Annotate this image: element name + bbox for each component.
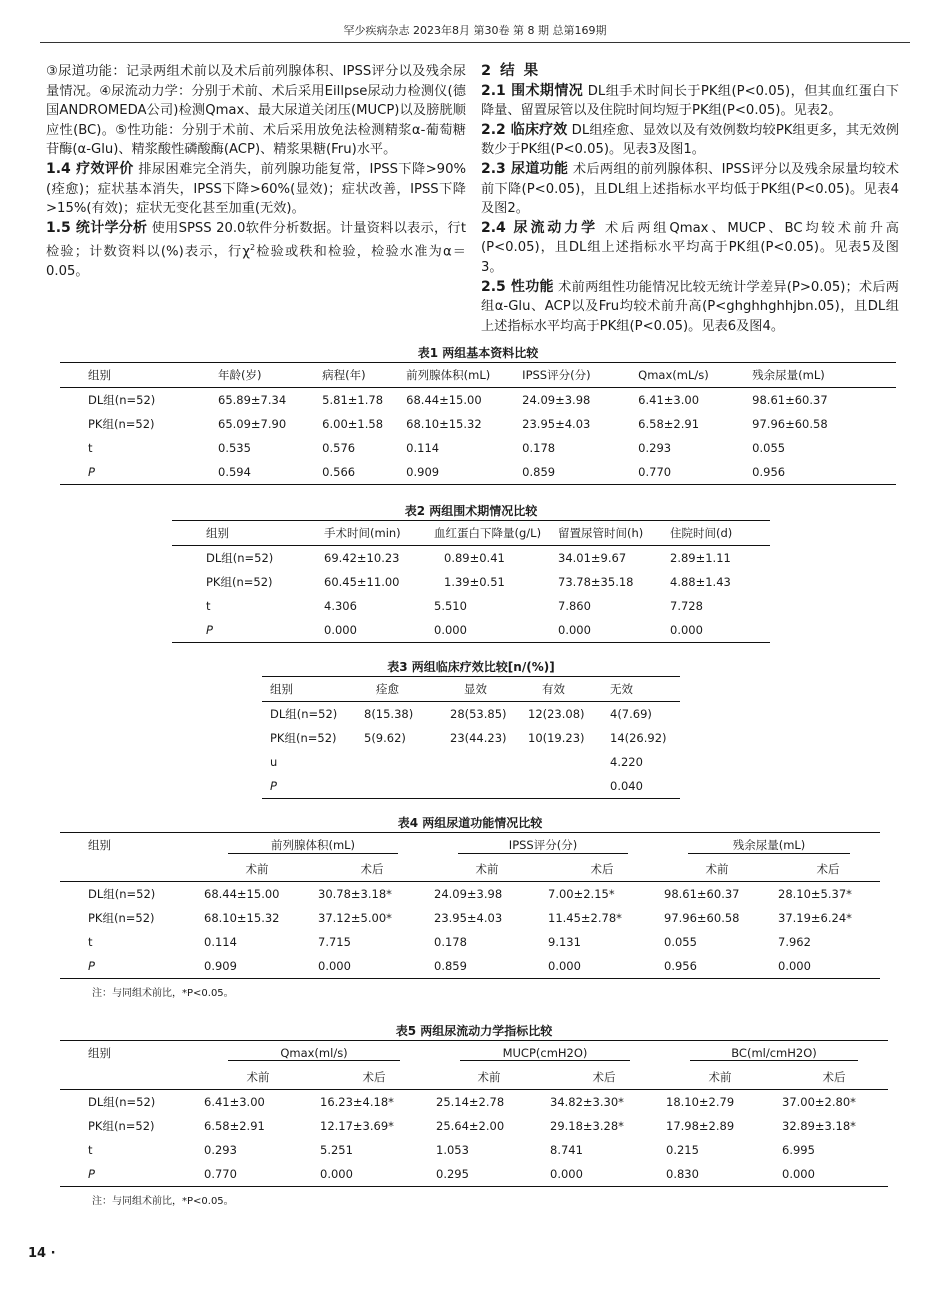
table-cell: 25.64±2.00 bbox=[436, 1119, 505, 1133]
table-cell: 65.09±7.90 bbox=[218, 417, 287, 431]
table-1-block bbox=[60, 344, 896, 485]
table-cell: 7.728 bbox=[670, 599, 703, 613]
table-cell: PK组(n=52) bbox=[88, 911, 155, 925]
table-cell: 97.96±60.58 bbox=[752, 417, 828, 431]
table-cell: 0.535 bbox=[218, 441, 251, 455]
col-header: 前列腺体积(mL) bbox=[402, 363, 518, 388]
table-cell: 0.178 bbox=[522, 441, 556, 455]
table-cell: 68.10±15.32 bbox=[406, 417, 482, 431]
table-cell bbox=[354, 750, 442, 774]
table-cell: 30.78±3.18* bbox=[318, 887, 392, 901]
table-row bbox=[60, 906, 880, 930]
table-cell: P bbox=[60, 460, 172, 485]
table-cell: 10(19.23) bbox=[528, 731, 585, 745]
table-row bbox=[60, 1162, 888, 1187]
table-cell: 73.78±35.18 bbox=[558, 575, 634, 589]
table-4-note: 注：与同组术前比，*P<0.05。 bbox=[92, 988, 234, 999]
methods-paragraph: ③尿道功能：记录两组术前以及术后前列腺体积、IPSS评分以及残余尿量情况。④尿流动力学：分别于术前、术后采用Eillpse尿动力检测仪(德国ANDROMEDA公司)检测Qmax、最大尿道关闭压(MUCP)以及膀胱顺应性(BC)。⑤性功能：分别于术前、术后采用放免法检测精浆α-葡萄糖苷酶(α-Glu)、精浆酸性磷酸酶(ACP)、精浆果糖(Fru)水平。 bbox=[46, 64, 466, 158]
table-cell: 12.17±3.69* bbox=[320, 1119, 394, 1133]
group-header bbox=[660, 1041, 888, 1066]
table-row bbox=[60, 388, 896, 413]
col-header: 手术时间(min) bbox=[320, 521, 430, 546]
table-cell: 0.830 bbox=[660, 1162, 776, 1187]
table-4 bbox=[60, 832, 880, 979]
table-5 bbox=[60, 1040, 888, 1187]
table-cell: 98.61±60.37 bbox=[752, 393, 828, 407]
table-cell: 6.58±2.91 bbox=[204, 1119, 265, 1133]
section-2-5 bbox=[481, 278, 899, 337]
table-1-caption: 表1 两组基本资料比较 bbox=[417, 346, 539, 360]
table-header-row bbox=[60, 363, 896, 388]
group-header-label: 前列腺体积(mL) bbox=[228, 837, 398, 854]
heading-1-5: 1.5 统计学分析 bbox=[46, 219, 148, 236]
table-cell: 32.89±3.18* bbox=[782, 1119, 856, 1133]
table-cell: 1.39±0.51 bbox=[444, 575, 505, 589]
col-header: 术前 bbox=[428, 857, 542, 882]
table-cell: t bbox=[206, 599, 211, 613]
table-cell: 6.41±3.00 bbox=[204, 1095, 265, 1109]
text-1-5a: 使用SPSS 20.0软件分析数据。计量资料以表示，行t检验；计数资料以(%)表示，行χ bbox=[46, 220, 466, 260]
table-cell: 0.909 bbox=[402, 460, 518, 485]
table-cell: 2.89±1.11 bbox=[670, 551, 731, 565]
table-2-caption: 表2 两组围术期情况比较 bbox=[404, 504, 538, 518]
col-header: 术前 bbox=[658, 857, 772, 882]
section-2-4 bbox=[481, 219, 899, 278]
col-header: 术后 bbox=[776, 1065, 888, 1090]
table-cell bbox=[524, 774, 606, 799]
section-2-3 bbox=[481, 160, 899, 219]
table-cell bbox=[524, 750, 606, 774]
table-cell: 97.96±60.58 bbox=[664, 911, 740, 925]
group-header bbox=[198, 1041, 430, 1066]
table-row bbox=[172, 594, 770, 618]
section-2-2 bbox=[481, 121, 899, 160]
col-header: 术后 bbox=[542, 857, 658, 882]
col-header: 病程(年) bbox=[286, 363, 402, 388]
table-cell: PK组(n=52) bbox=[88, 417, 155, 431]
table-cell: 14(26.92) bbox=[610, 731, 667, 745]
table-cell: 0.293 bbox=[638, 441, 672, 455]
table-header-row bbox=[262, 677, 680, 702]
table-cell: 8.741 bbox=[550, 1143, 583, 1157]
table-3-caption: 表3 两组临床疗效比较[n/(%)] bbox=[387, 660, 555, 674]
table-row bbox=[262, 726, 680, 750]
table-cell: 68.44±15.00 bbox=[204, 887, 280, 901]
table-cell: 7.962 bbox=[778, 935, 811, 949]
col-header: 组别 bbox=[60, 363, 172, 388]
heading-2-5: 2.5 性功能 bbox=[481, 278, 554, 295]
table-cell: 37.12±5.00* bbox=[318, 911, 392, 925]
table-cell: 0.956 bbox=[748, 460, 896, 485]
table-cell: 28(53.85) bbox=[450, 707, 507, 721]
table-4-block bbox=[60, 814, 880, 999]
table-cell: t bbox=[88, 1143, 93, 1157]
col-header: 痊愈 bbox=[354, 677, 442, 702]
table-group-header-row bbox=[60, 833, 880, 858]
table-cell: 0.000 bbox=[542, 954, 658, 979]
table-cell: 34.82±3.30* bbox=[550, 1095, 624, 1109]
table-cell bbox=[442, 750, 524, 774]
table-cell: 6.41±3.00 bbox=[638, 393, 700, 407]
table-cell: DL组(n=52) bbox=[88, 393, 156, 407]
table-cell: 5.510 bbox=[434, 599, 467, 613]
col-header: 年龄(岁) bbox=[172, 363, 286, 388]
col-header: 术后 bbox=[314, 1065, 430, 1090]
table-cell: 18.10±2.79 bbox=[666, 1095, 735, 1109]
table-cell: 69.42±10.23 bbox=[324, 551, 400, 565]
group-header-label: Qmax(ml/s) bbox=[228, 1046, 400, 1061]
col-header: 组别 bbox=[60, 1041, 198, 1066]
journal-header: 罕少疾病杂志 2023年8月 第30卷 第 8 期 总第169期 bbox=[40, 22, 910, 43]
table-cell: 5.81±1.78 bbox=[322, 393, 384, 407]
heading-2-3: 2.3 尿道功能 bbox=[481, 160, 569, 177]
col-header: 术后 bbox=[772, 857, 880, 882]
table-row bbox=[60, 954, 880, 979]
section-1-5 bbox=[46, 219, 466, 282]
col-header: 术前 bbox=[660, 1065, 776, 1090]
table-cell bbox=[354, 774, 442, 799]
table-cell: 29.18±3.28* bbox=[550, 1119, 624, 1133]
table-cell: 23.95±4.03 bbox=[522, 417, 591, 431]
table-row bbox=[262, 702, 680, 727]
table-cell: 98.61±60.37 bbox=[664, 887, 740, 901]
text-2-1: DL组手术时间长于PK组(P<0.05)，但其血红蛋白下降量、留置尿管以及住院时间均短于PK组(P<0.05)。见表2。 bbox=[481, 83, 899, 119]
table-cell: DL组(n=52) bbox=[88, 1095, 156, 1109]
table-cell: 0.89±0.41 bbox=[444, 551, 505, 565]
table-cell: 37.19±6.24* bbox=[778, 911, 852, 925]
table-cell: 0.293 bbox=[204, 1143, 237, 1157]
group-header bbox=[430, 1041, 660, 1066]
table-cell: 12(23.08) bbox=[528, 707, 585, 721]
table-cell: 7.00±2.15* bbox=[548, 887, 615, 901]
table-header-row bbox=[172, 521, 770, 546]
table-2 bbox=[172, 520, 770, 643]
table-cell: 0.295 bbox=[430, 1162, 544, 1187]
table-cell: PK组(n=52) bbox=[270, 731, 337, 745]
table-cell: 23(44.23) bbox=[450, 731, 507, 745]
table-cell: 0.770 bbox=[634, 460, 748, 485]
group-header-label: MUCP(cmH2O) bbox=[460, 1046, 630, 1061]
table-row bbox=[60, 1090, 888, 1115]
table-cell: P bbox=[60, 954, 198, 979]
col-header: 无效 bbox=[606, 677, 680, 702]
table-cell: 9.131 bbox=[548, 935, 581, 949]
table-cell: DL组(n=52) bbox=[270, 707, 338, 721]
table-cell: 5.251 bbox=[320, 1143, 353, 1157]
table-cell: 34.01±9.67 bbox=[558, 551, 627, 565]
table-cell: 0.000 bbox=[430, 618, 554, 643]
table-cell: 7.715 bbox=[318, 935, 351, 949]
heading-2-2: 2.2 临床疗效 bbox=[481, 121, 568, 138]
table-cell: P bbox=[262, 774, 354, 799]
table-cell: 37.00±2.80* bbox=[782, 1095, 856, 1109]
table-cell: 25.14±2.78 bbox=[436, 1095, 505, 1109]
table-3 bbox=[262, 676, 680, 799]
heading-2-1: 2.1 围术期情况 bbox=[481, 82, 584, 99]
table-5-block bbox=[60, 1022, 888, 1207]
table-cell: t bbox=[88, 441, 93, 455]
table-cell: 5(9.62) bbox=[364, 731, 406, 745]
col-header: 术前 bbox=[430, 1065, 544, 1090]
group-header-label: IPSS评分(分) bbox=[458, 837, 628, 854]
text-2-5: 术前两组性功能情况比较无统计学差异(P>0.05)；术后两组α-Glu、ACP以及Fru均较术前升高(P<ghghhghhjbn.05)，且DL组上述指标水平均高于PK组(P<0.05)。见表6及图4。 bbox=[481, 279, 899, 334]
table-cell: 0.770 bbox=[198, 1162, 314, 1187]
text-2-3: 术后两组的前列腺体积、IPSS评分以及残余尿量均较术前下降(P<0.05)，且DL组上述指标水平均低于PK组(P<0.05)。见表4及图2。 bbox=[481, 161, 899, 217]
table-row bbox=[172, 546, 770, 571]
superscript-2: 2 bbox=[249, 243, 256, 253]
col-header: 住院时间(d) bbox=[666, 521, 770, 546]
table-cell: 7.860 bbox=[558, 599, 591, 613]
col-header: 术后 bbox=[312, 857, 428, 882]
col-header: 术后 bbox=[544, 1065, 660, 1090]
table-2-block bbox=[172, 502, 770, 643]
table-cell: 0.566 bbox=[286, 460, 402, 485]
table-row bbox=[172, 618, 770, 643]
table-row bbox=[262, 750, 680, 774]
col-header: 有效 bbox=[524, 677, 606, 702]
table-cell: 65.89±7.34 bbox=[218, 393, 287, 407]
table-cell: 60.45±11.00 bbox=[324, 575, 400, 589]
table-cell: 28.10±5.37* bbox=[778, 887, 852, 901]
table-cell: 6.00±1.58 bbox=[322, 417, 384, 431]
table-4-caption: 表4 两组尿道功能情况比较 bbox=[397, 816, 543, 830]
table-cell: 0.000 bbox=[314, 1162, 430, 1187]
table-row bbox=[60, 436, 896, 460]
col-header: 残余尿量(mL) bbox=[748, 363, 896, 388]
text-2-2: DL组痊愈、显效以及有效例数均较PK组更多，其无效例数少于PK组(P<0.05)。见表3及图1。 bbox=[481, 122, 899, 158]
table-cell: 0.000 bbox=[554, 618, 666, 643]
table-row bbox=[262, 774, 680, 799]
table-cell: 0.859 bbox=[428, 954, 542, 979]
col-header bbox=[60, 1065, 198, 1090]
heading-1-4: 1.4 疗效评价 bbox=[46, 160, 134, 177]
col-header: 术前 bbox=[198, 857, 312, 882]
table-cell: 4.220 bbox=[610, 755, 643, 769]
col-header: 组别 bbox=[60, 833, 198, 858]
col-header: 组别 bbox=[262, 677, 354, 702]
table-row bbox=[60, 882, 880, 907]
table-subheader-row bbox=[60, 857, 880, 882]
text-1-5b: 检验或秩和检验，检验水准为α＝0.05。 bbox=[46, 244, 466, 280]
group-header bbox=[428, 833, 658, 858]
table-cell: P bbox=[172, 618, 320, 643]
col-header: 组别 bbox=[172, 521, 320, 546]
table-cell: 0.114 bbox=[406, 441, 440, 455]
table-cell: 0.909 bbox=[198, 954, 312, 979]
table-row bbox=[60, 460, 896, 485]
table-cell: 68.44±15.00 bbox=[406, 393, 482, 407]
table-group-header-row bbox=[60, 1041, 888, 1066]
table-cell: 0.000 bbox=[776, 1162, 888, 1187]
table-cell: 68.10±15.32 bbox=[204, 911, 280, 925]
col-header: 留置尿管时间(h) bbox=[554, 521, 666, 546]
table-row bbox=[60, 1138, 888, 1162]
table-cell: t bbox=[88, 935, 93, 949]
table-cell: 0.178 bbox=[434, 935, 467, 949]
table-cell: 0.055 bbox=[664, 935, 697, 949]
text-1-4: 排尿困难完全消失，前列腺功能复常，IPSS下降>90%(痊愈)；症状基本消失，IPSS下降>60%(显效)；症状改善，IPSS下降>15%(有效)；症状无变化甚至加重(无效)。 bbox=[46, 161, 466, 217]
table-cell: 4.306 bbox=[324, 599, 357, 613]
table-1 bbox=[60, 362, 896, 485]
table-cell: PK组(n=52) bbox=[206, 575, 273, 589]
right-column bbox=[481, 62, 899, 336]
table-cell: P bbox=[60, 1162, 198, 1187]
table-cell: 24.09±3.98 bbox=[434, 887, 503, 901]
table-cell: DL组(n=52) bbox=[206, 551, 274, 565]
table-cell: 4.88±1.43 bbox=[670, 575, 731, 589]
table-cell: 0.576 bbox=[322, 441, 356, 455]
table-cell: DL组(n=52) bbox=[88, 887, 156, 901]
table-row bbox=[172, 570, 770, 594]
table-cell: 0.000 bbox=[312, 954, 428, 979]
left-column bbox=[46, 62, 466, 282]
table-cell: 0.000 bbox=[666, 618, 770, 643]
group-header-label: BC(ml/cmH2O) bbox=[690, 1046, 858, 1061]
table-cell: 17.98±2.89 bbox=[666, 1119, 735, 1133]
col-header: 显效 bbox=[442, 677, 524, 702]
table-cell: 0.114 bbox=[204, 935, 237, 949]
heading-results: 2 结 果 bbox=[481, 63, 541, 79]
table-5-note: 注：与同组术前比，*P<0.05。 bbox=[92, 1196, 234, 1207]
table-cell: 4(7.69) bbox=[610, 707, 652, 721]
section-1-4 bbox=[46, 160, 466, 219]
table-subheader-row bbox=[60, 1065, 888, 1090]
table-cell: 0.000 bbox=[772, 954, 880, 979]
group-header-label: 残余尿量(mL) bbox=[688, 837, 850, 854]
table-cell: 0.000 bbox=[320, 618, 430, 643]
table-cell: 0.000 bbox=[544, 1162, 660, 1187]
table-5-caption: 表5 两组尿流动力学指标比较 bbox=[395, 1024, 553, 1038]
table-cell: 6.995 bbox=[782, 1143, 815, 1157]
table-cell: 11.45±2.78* bbox=[548, 911, 622, 925]
table-3-block bbox=[262, 658, 680, 799]
group-header bbox=[198, 833, 428, 858]
col-header: Qmax(mL/s) bbox=[634, 363, 748, 388]
col-header bbox=[60, 857, 198, 882]
table-cell: 16.23±4.18* bbox=[320, 1095, 394, 1109]
table-cell: 0.594 bbox=[172, 460, 286, 485]
table-cell: 24.09±3.98 bbox=[522, 393, 591, 407]
table-cell: 0.956 bbox=[658, 954, 772, 979]
section-2-1 bbox=[481, 82, 899, 121]
table-row bbox=[60, 1114, 888, 1138]
table-cell bbox=[442, 774, 524, 799]
table-row bbox=[60, 930, 880, 954]
page-number: 14 · bbox=[28, 1246, 56, 1261]
table-cell: 1.053 bbox=[436, 1143, 469, 1157]
col-header: 血红蛋白下降量(g/L) bbox=[430, 521, 554, 546]
table-cell: 8(15.38) bbox=[364, 707, 414, 721]
heading-2-4: 2.4 尿流动力学 bbox=[481, 219, 598, 236]
col-header: IPSS评分(分) bbox=[518, 363, 634, 388]
table-cell: 0.859 bbox=[518, 460, 634, 485]
table-cell: u bbox=[270, 755, 278, 769]
table-cell: 0.055 bbox=[752, 441, 786, 455]
table-cell: 6.58±2.91 bbox=[638, 417, 700, 431]
table-row bbox=[60, 412, 896, 436]
table-cell: 0.215 bbox=[666, 1143, 699, 1157]
text-2-4: 术后两组Qmax、MUCP、BC均较术前升高(P<0.05)，且DL组上述指标水平均高于PK组(P<0.05)。见表5及图3。 bbox=[481, 220, 899, 275]
table-cell: 0.040 bbox=[606, 774, 680, 799]
col-header: 术前 bbox=[198, 1065, 314, 1090]
table-cell: PK组(n=52) bbox=[88, 1119, 155, 1133]
table-cell: 23.95±4.03 bbox=[434, 911, 503, 925]
group-header bbox=[658, 833, 880, 858]
